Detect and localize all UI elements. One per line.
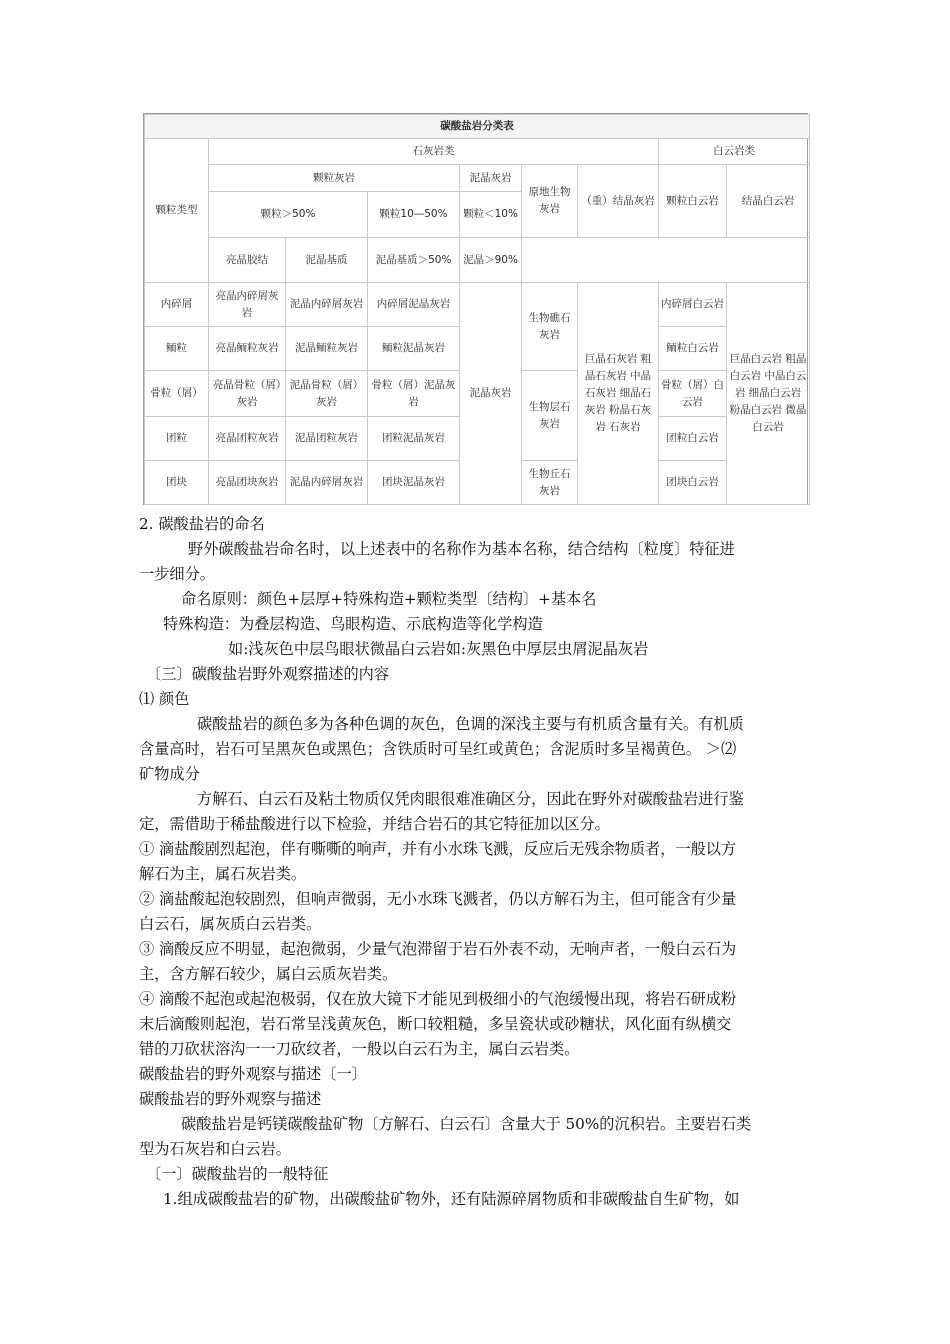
list-item: ① 滴盐酸剧烈起泡，伴有嘶嘶的响声，并有小水珠飞溅，反应后无残余物质者，一般以方	[139, 840, 737, 858]
paragraph-line: 一步细分。	[139, 565, 215, 583]
paragraph-line: 碳酸盐岩是钙镁碳酸盐矿物〔方解石、白云石〕含量大于 50%的沉积岩。主要岩石类	[181, 1115, 752, 1133]
crystal-dolomite-header: 结晶白云岩	[727, 165, 810, 238]
grain-type-header: 颗粒类型	[145, 139, 209, 283]
crystal-dolomites-cell: 巨晶白云岩 粗晶白云岩 中晶白云岩 细晶白云岩 粉晶白云岩 微晶白云岩	[727, 283, 810, 505]
list-item: ④ 滴酸不起泡或起泡极弱，仅在放大镜下才能见到极细小的气泡缓慢出现，将岩石研成粉	[139, 990, 737, 1008]
classification-table	[144, 114, 810, 505]
section-heading: 〔一〕碳酸盐岩的一般特征	[146, 1165, 329, 1183]
list-item: 白云石，属灰质白云岩类。	[139, 915, 322, 933]
table-cell: 内碎屑泥晶灰岩	[368, 283, 460, 327]
row-type: 骨粒（屑）	[145, 371, 209, 417]
section-heading: 〔三〕碳酸盐岩野外观察描述的内容	[146, 665, 389, 683]
grain-gt50-header: 颗粒＞50%	[209, 192, 368, 238]
table-cell: 鲕粒泥晶灰岩	[368, 327, 460, 371]
section-heading: 碳酸盐岩的野外观察与描述〔一〕	[139, 1065, 367, 1083]
recrystal-header: （重）结晶灰岩	[578, 165, 659, 238]
section-heading: 2. 碳酸盐岩的命名	[139, 515, 265, 533]
paragraph-line: 矿物成分	[139, 765, 200, 783]
header-spacer	[522, 238, 810, 283]
paragraph-line: 特殊构造：为叠层构造、鸟眼构造、示底构造等化学构造	[163, 615, 543, 633]
dolomite-cell: 鲕粒白云岩	[659, 327, 727, 371]
list-item: ③ 滴酸反应不明显，起泡微弱，少量气泡滞留于岩石外表不动，无响声者，一般白云石为	[139, 940, 737, 958]
paragraph-line: 如:浅灰色中层鸟眼状微晶白云岩如:灰黑色中厚层虫屑泥晶灰岩	[228, 640, 649, 658]
table-title: 碳酸盐岩分类表	[145, 115, 810, 139]
table-cell: 亮晶内碎屑灰岩	[209, 283, 286, 327]
list-item: 解石为主，属石灰岩类。	[139, 865, 307, 883]
table-cell: 泥晶骨粒（屑）灰岩	[286, 371, 368, 417]
bio-mound-cell: 生物丘石灰岩	[522, 461, 578, 505]
in-situ-bio-header: 原地生物灰岩	[522, 165, 578, 238]
table-cell: 团块泥晶灰岩	[368, 461, 460, 505]
dolomite-cell: 团块白云岩	[659, 461, 727, 505]
dolomite-group-header: 白云岩类	[659, 139, 810, 165]
dolomite-cell: 团粒白云岩	[659, 417, 727, 461]
bio-reef-cell: 生物礁石灰岩	[522, 283, 578, 371]
grain-lt10-header: 颗粒＜10%	[460, 192, 522, 238]
crystal-limestones-cell: 巨晶石灰岩 粗晶石灰岩 中晶石灰岩 细晶石灰岩 粉晶石灰岩 石灰岩	[578, 283, 659, 505]
row-type: 团块	[145, 461, 209, 505]
table-cell: 团粒泥晶灰岩	[368, 417, 460, 461]
table-cell: 泥晶内碎屑灰岩	[286, 283, 368, 327]
table-cell: 泥晶鲕粒灰岩	[286, 327, 368, 371]
table-cell: 亮晶骨粒（屑）灰岩	[209, 371, 286, 417]
row-type: 鲕粒	[145, 327, 209, 371]
paragraph-line: 碳酸盐岩的颜色多为各种色调的灰色，色调的深浅主要与有机质含量有关。有机质	[197, 715, 744, 733]
grain-dolomite-header: 颗粒白云岩	[659, 165, 727, 238]
paragraph-line: 命名原则：颜色+层厚+特殊构造+颗粒类型〔结构〕+基本名	[181, 590, 597, 608]
grain-10-50-header: 颗粒10—50%	[368, 192, 460, 238]
list-item: 末后滴酸则起泡，岩石常呈浅黄灰色，断口较粗糙，多呈瓷状或砂糖状，风化面有纵横交	[139, 1015, 732, 1033]
paragraph-line: 1.组成碳酸盐岩的矿物，出碳酸盐矿物外，还有陆源碎屑物质和非碳酸盐自生矿物，如	[163, 1190, 740, 1208]
dolomite-cell: 骨粒（屑）白云岩	[659, 371, 727, 417]
micrite-gt90-header: 泥晶＞90%	[460, 238, 522, 283]
micrite-matrix-header: 泥晶基质	[286, 238, 368, 283]
bright-cement-header: 亮晶胶结	[209, 238, 286, 283]
table-cell: 泥晶团粒灰岩	[286, 417, 368, 461]
paragraph-line: 野外碳酸盐岩命名时，以上述表中的名称作为基本名称，结合结构〔粒度〕特征进	[188, 540, 735, 558]
granular-limestone-header: 颗粒灰岩	[209, 165, 460, 192]
list-item: ② 滴盐酸起泡较剧烈，但响声微弱，无小水珠飞溅者，仍以方解石为主，但可能含有少量	[139, 890, 737, 908]
micrite-limestone-header: 泥晶灰岩	[460, 165, 522, 192]
paragraph-line: 型为石灰岩和白云岩。	[139, 1140, 291, 1158]
section-heading: 碳酸盐岩的野外观察与描述	[139, 1090, 322, 1108]
subsection-heading: ⑴ 颜色	[139, 690, 190, 708]
list-item: 主，含方解石较少，属白云质灰岩类。	[139, 965, 398, 983]
paragraph-line: 含量高时，岩石可呈黑灰色或黑色；含铁质时可呈红或黄色；含泥质时多呈褐黄色。 ＞⑵	[139, 740, 737, 758]
paragraph-line: 定，需借助于稀盐酸进行以下检验，并结合岩石的其它特征加以区分。	[139, 815, 610, 833]
dolomite-cell: 内碎屑白云岩	[659, 283, 727, 327]
row-type: 团粒	[145, 417, 209, 461]
bio-layer-cell: 生物层石灰岩	[522, 371, 578, 461]
limestone-group-header: 石灰岩类	[209, 139, 659, 165]
carbonate-classification-table-image	[143, 113, 808, 505]
list-item: 错的刀砍状溶沟一一刀砍纹者，一般以白云石为主，属白云岩类。	[139, 1040, 580, 1058]
table-cell: 亮晶团块灰岩	[209, 461, 286, 505]
table-cell: 亮晶鲕粒灰岩	[209, 327, 286, 371]
table-cell: 泥晶内碎屑灰岩	[286, 461, 368, 505]
table-cell: 亮晶团粒灰岩	[209, 417, 286, 461]
paragraph-line: 方解石、白云石及粘土物质仅凭肉眼很难准确区分，因此在野外对碳酸盐岩进行鉴	[197, 790, 744, 808]
row-type: 内碎屑	[145, 283, 209, 327]
micrite-limestone-body: 泥晶灰岩	[460, 283, 522, 505]
micrite-matrix-gt50-header: 泥晶基质＞50%	[368, 238, 460, 283]
table-cell: 骨粒（屑）泥晶灰岩	[368, 371, 460, 417]
